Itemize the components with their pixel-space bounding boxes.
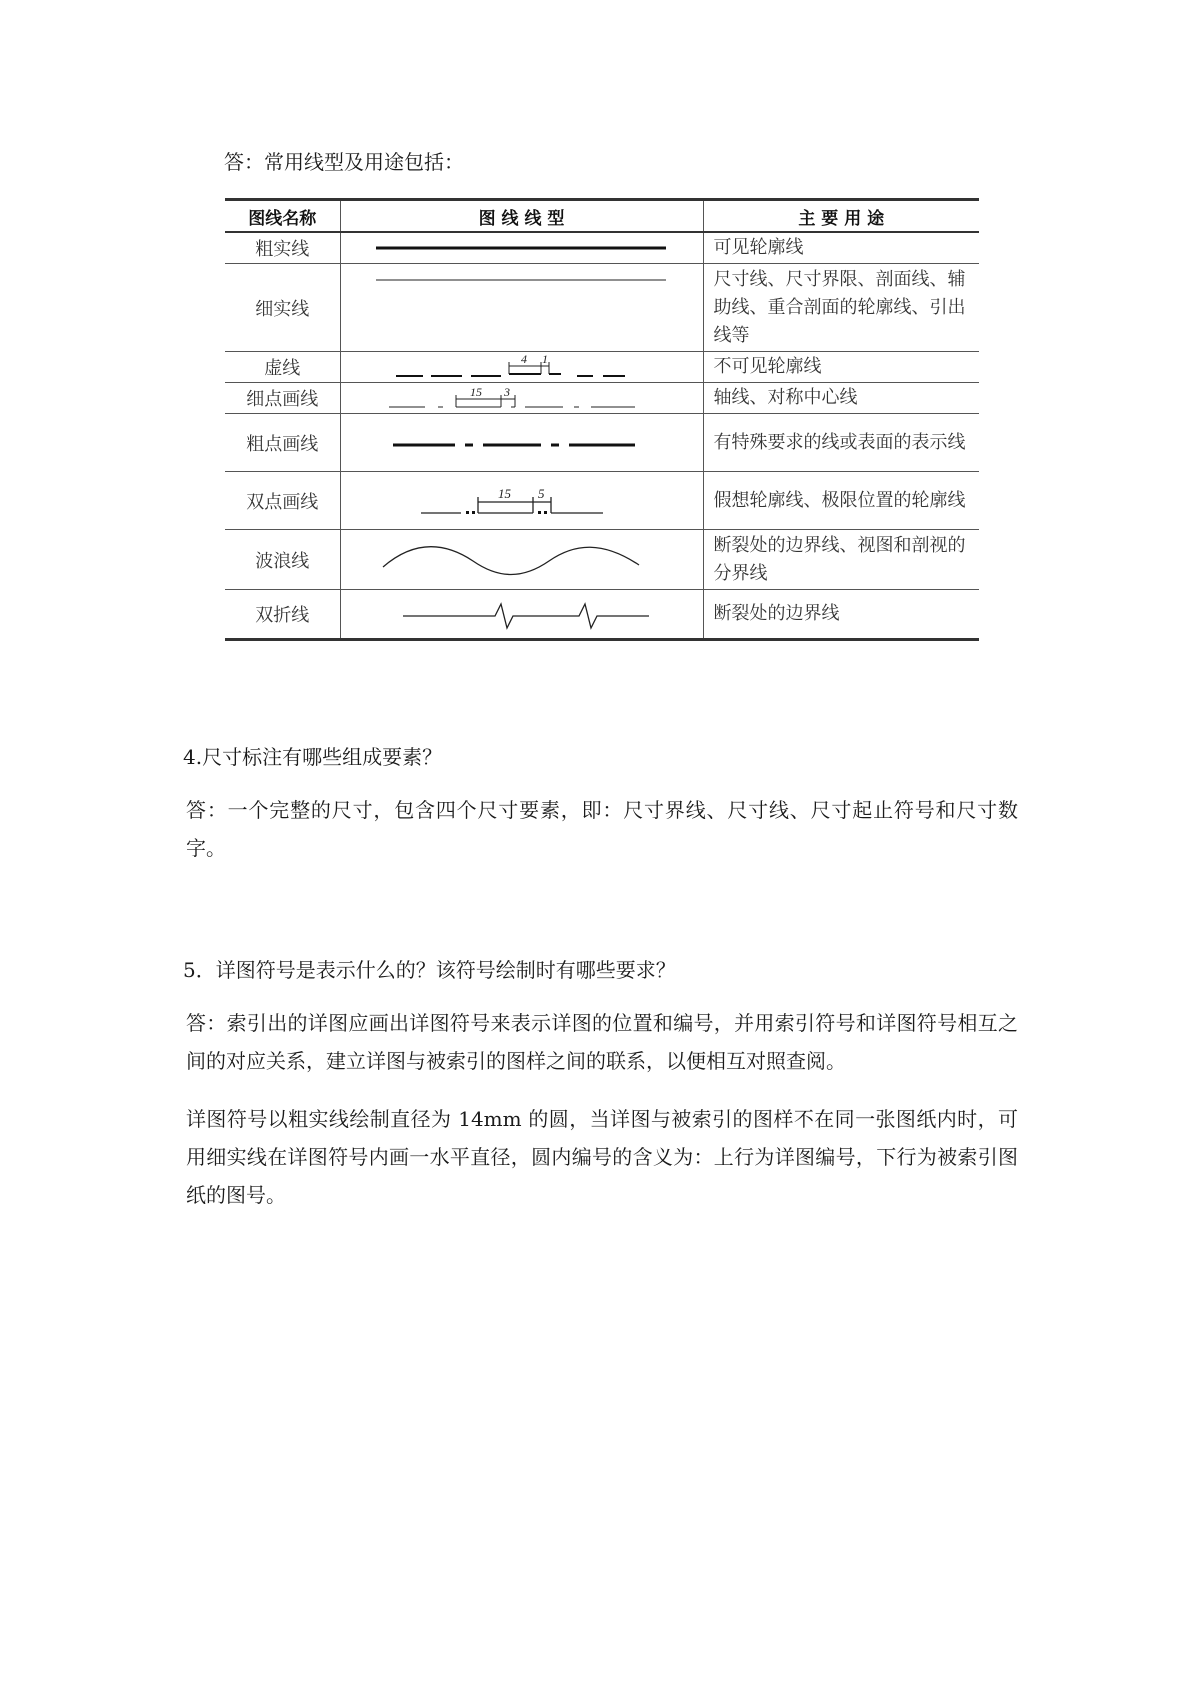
answer-4: 答：一个完整的尺寸，包含四个尺寸要素，即：尺寸界线、尺寸线、尺寸起止符号和尺寸数字。	[186, 798, 1018, 860]
table-row	[225, 590, 979, 640]
line-sample-wavy	[340, 530, 703, 590]
double-chain-dash-label: 15	[497, 485, 511, 501]
line-use: 轴线、对称中心线	[703, 383, 979, 414]
line-name: 波浪线	[225, 530, 340, 590]
question-4: 4.尺寸标注有哪些组成要素？	[183, 745, 443, 769]
line-use: 假想轮廓线、极限位置的轮廓线	[703, 472, 979, 530]
line-sample-zigzag	[340, 590, 703, 640]
header-main-use: 主 要 用 途	[703, 200, 979, 233]
line-sample-thick-chain	[340, 414, 703, 472]
line-sample-dashed	[340, 352, 703, 383]
line-use: 可见轮廓线	[703, 232, 979, 264]
table-row	[225, 472, 979, 530]
line-use: 尺寸线、尺寸界限、剖面线、辅助线、重合剖面的轮廓线、引出线等	[703, 264, 979, 352]
line-name: 虚线	[225, 352, 340, 383]
table-row	[225, 383, 979, 414]
line-type-table	[225, 198, 979, 641]
dash-length-label: 4	[520, 352, 527, 366]
line-name: 细实线	[225, 264, 340, 352]
table-header-row	[225, 200, 979, 233]
line-use: 断裂处的边界线	[703, 590, 979, 640]
header-line-type: 图 线 线 型	[340, 200, 703, 233]
answer-5-paragraph-2: 详图符号以粗实线绘制直径为 14mm 的圆，当详图与被索引的图样不在同一张图纸内时，可用细实线在详图符号内画一水平直径，圆内编号的含义为：上行为详图编号，下行为被索引图纸的图号。	[186, 1107, 1018, 1207]
double-chain-gap-label: 5	[537, 485, 544, 501]
answer-5-paragraph-1: 答：索引出的详图应画出详图符号来表示详图的位置和编号，并用索引符号和详图符号相互之间的对应关系，建立详图与被索引的图样之间的联系，以便相互对照查阅。	[186, 1011, 1018, 1073]
line-name: 粗实线	[225, 232, 340, 264]
answer-intro: 答：常用线型及用途包括：	[224, 150, 464, 174]
line-sample-thin-chain	[340, 383, 703, 414]
chain-dash-label: 15	[469, 385, 482, 399]
chain-gap-label: 3	[503, 385, 510, 399]
header-line-name: 图线名称	[225, 200, 340, 233]
line-name: 双折线	[225, 590, 340, 640]
question-5: 5．详图符号是表示什么的？该符号绘制时有哪些要求？	[183, 958, 676, 982]
table-row	[225, 414, 979, 472]
line-use: 不可见轮廓线	[703, 352, 979, 383]
line-use: 断裂处的边界线、视图和剖视的分界线	[703, 530, 979, 590]
line-sample-thick-solid	[340, 232, 703, 264]
line-name: 双点画线	[225, 472, 340, 530]
line-sample-thin-solid	[340, 264, 703, 352]
line-name: 细点画线	[225, 383, 340, 414]
table-row	[225, 352, 979, 383]
line-use: 有特殊要求的线或表面的表示线	[703, 414, 979, 472]
dash-gap-label: 1	[541, 352, 548, 366]
table-row	[225, 232, 979, 264]
line-sample-double-chain	[340, 472, 703, 530]
line-name: 粗点画线	[225, 414, 340, 472]
table-row	[225, 530, 979, 590]
table-row	[225, 264, 979, 352]
